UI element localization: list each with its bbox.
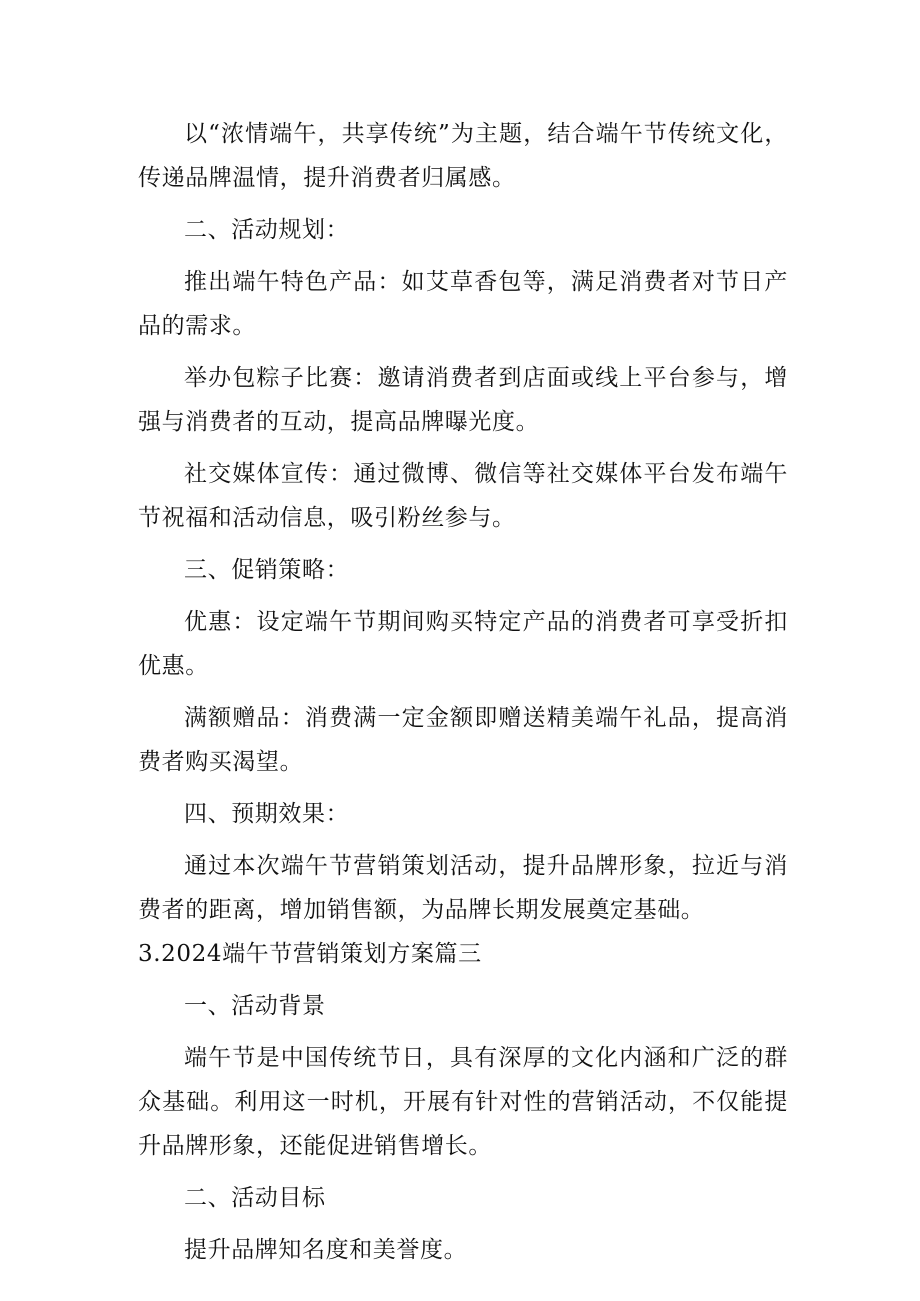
paragraph-special-products: 推出端午特色产品：如艾草香包等，满足消费者对节日产品的需求。: [138, 269, 788, 339]
paragraph-expected-effect: 通过本次端午节营销策划活动，提升品牌形象，拉近与消费者的距离，增加销售额，为品牌长期发展奠定基础。: [138, 853, 788, 923]
paragraph-zongzi-contest: 举办包粽子比赛：邀请消费者到店面或线上平台参与，增强与消费者的互动，提高品牌曝光度。: [138, 365, 788, 435]
paragraph-theme: 以“浓情端午，共享传统”为主题，结合端午节传统文化，传递品牌温情，提升消费者归属感。: [138, 121, 788, 191]
heading-promotion-strategy: 三、促销策略：: [184, 557, 350, 583]
paragraph-discount: 优惠：设定端午节期间购买特定产品的消费者可享受折扣优惠。: [138, 609, 788, 679]
paragraph-social-media: 社交媒体宣传：通过微博、微信等社交媒体平台发布端午节祝福和活动信息，吸引粉丝参与。: [138, 461, 788, 531]
heading-background: 一、活动背景: [184, 993, 326, 1019]
heading-activity-plan: 二、活动规划：: [184, 217, 350, 243]
paragraph-gift: 满额赠品：消费满一定金额即赠送精美端午礼品，提高消费者购买渴望。: [138, 705, 788, 775]
document-body: [138, 112, 788, 1272]
heading-objectives: 二、活动目标: [184, 1185, 326, 1211]
paragraph-background: 端午节是中国传统节日，具有深厚的文化内涵和广泛的群众基础。利用这一时机，开展有针对性的营销活动，不仅能提升品牌形象，还能促进销售增长。: [138, 1045, 788, 1159]
section-title-plan-three: 3.2024端午节营销策划方案篇三: [138, 941, 482, 967]
heading-expected-effect: 四、预期效果：: [184, 801, 350, 827]
paragraph-objective-brand: 提升品牌知名度和美誉度。: [184, 1237, 468, 1263]
